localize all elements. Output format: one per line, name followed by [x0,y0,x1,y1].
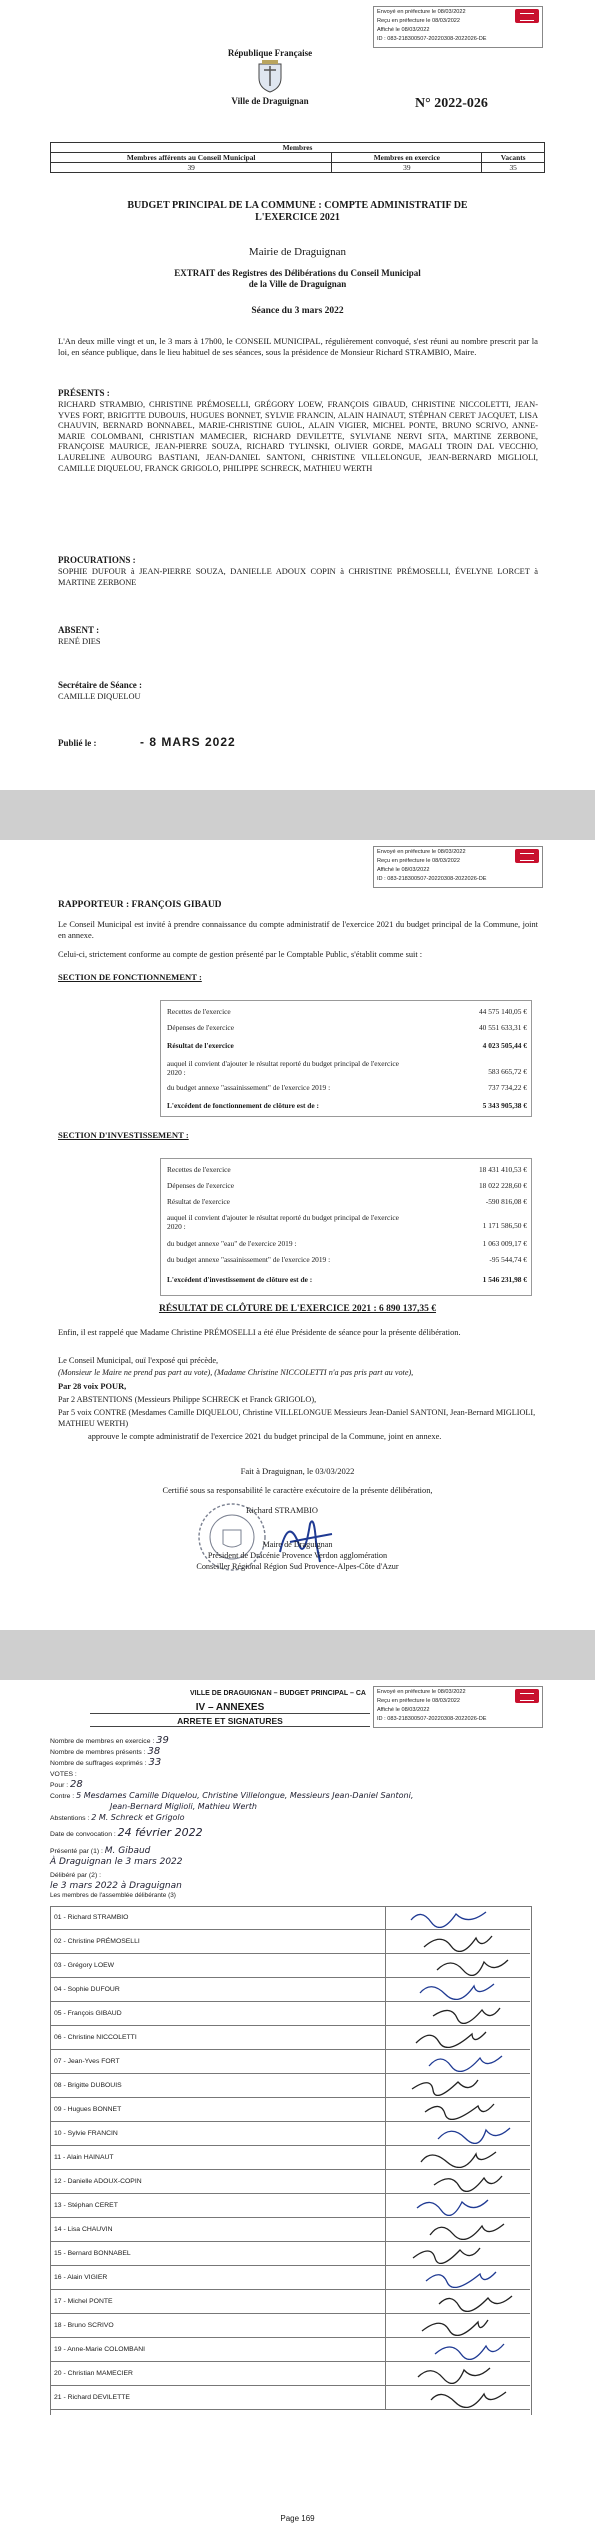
vote-abstentions: Par 2 ABSTENTIONS (Messieurs Philippe SCHRECK et Franck GRIGOLO), [58,1395,317,1404]
stamp-line: ID : 083-218300507-20220308-2022026-DE [377,1716,487,1722]
presente-line [50,1846,530,1857]
handwritten-signature-icon [407,2074,497,2096]
member-name: 11 - Alain HAINAUT [54,2154,114,2161]
member-name: 18 - Bruno SCRIVO [54,2322,114,2329]
member-name: 06 - Christine NICCOLETTI [54,2034,137,2041]
non-voting-line: (Monsieur le Maire ne prend pas part au vote), (Madame Christine NICCOLETTI n'a pas pris part au vote), [58,1368,414,1377]
signature-row [50,1954,530,1978]
members-col-votants: Vacants [482,153,545,163]
fin-label: du budget annexe "assainissement" de l'exercice 2019 : [167,1083,331,1092]
signature-cell [385,1978,531,2001]
member-name: 15 - Bernard BONNABEL [54,2250,131,2257]
member-name: 17 - Michel PONTE [54,2298,113,2305]
count-label: VOTES : [50,1771,77,1778]
vote-pour: Par 28 voix POUR, [58,1382,127,1391]
count-label: Nombre de membres en exercice : [50,1738,155,1745]
fin-label: Dépenses de l'exercice [167,1181,234,1190]
count-line [50,1769,530,1780]
member-name: 01 - Richard STRAMBIO [54,1914,129,1921]
signature-cell [385,2074,531,2097]
count-line [50,1736,530,1747]
handwritten-value: 28 [70,1779,83,1790]
signature-row [50,2050,530,2074]
arrete-title: ARRETE ET SIGNATURES [90,1716,370,1727]
secretaire-name: CAMILLE DIQUELOU [58,692,141,701]
presents-list: RICHARD STRAMBIO, CHRISTINE PRÉMOSELLI, GRÉGORY LOEW, FRANÇOIS GIBAUD, CHRISTINE NICCOLETTI, JEAN-YVES FORT, BRIGITTE DUBOUIS, HUGUES BONNET, SYLVIE FRANCIN, ALAIN HAINAUT, STÉPHAN CERET JACQUET, LISA CHAUVIN, BERNARD BONNABEL, MARIE-CHRISTINE GUIOL, ALAIN VIGIER, MICHEL PONTE, BRUNO SCRIVO, ANNE-MARIE COLOMBANI, CHRISTIAN MAMECIER, RICHARD DEVILETTE, SYLVIANE NERVI SITA, MARTINE ZERBONE, FRANÇOISE MAURICE, JEAN-PIERRE SOUZA, RICHARD TYLINSKI, OLIVIER GORDE, MAGALI TROIN DAL VECCHIO, LAURELINE AUBOURG BASTIANI, JEAN-DANIEL SANTONI, CHRISTINE VILLELONGUE, JEAN-BERNARD MIGLIOLI, CAMILLE DIQUELOU, FRANCK GRIGOLO, PHILIPPE SCHRECK, MATHIEU WERTH [58,400,538,473]
handwritten-signature-icon [434,2290,524,2312]
fin-value: -95 544,74 € [489,1255,527,1264]
signature-row [50,2386,530,2410]
fin-value: 583 665,72 € [488,1067,527,1076]
signature-row [50,2098,530,2122]
stamp-line: Affiché le 08/03/2022 [377,867,430,873]
handwritten-value: Jean-Bernard Miglioli, Mathieu Werth [110,1802,257,1811]
member-name: 21 - Richard DEVILETTE [54,2394,130,2401]
handwritten-signature-icon [430,2338,520,2360]
presente-label: Présenté par (1) : [50,1848,103,1855]
publie-stamp-date: - 8 MARS 2022 [140,735,236,749]
marianne-logo-icon [515,849,539,863]
extrait-heading: EXTRAIT des Registres des Délibérations du Conseil Municipal de la Ville de Draguignan [174,268,421,289]
fin-label: L'excédent de fonctionnement de clôture est de : [167,1101,319,1110]
count-line [50,1802,530,1813]
fin-label: du budget annexe "eau" de l'exercice 2019 : [167,1239,297,1248]
section-investissement-heading: SECTION D'INVESTISSEMENT : [58,1130,189,1140]
president-paragraph: Enfin, il est rappelé que Madame Christine PRÉMOSELLI a été élue Présidente de séance pour la présente délibération. [58,1328,461,1337]
count-label: Nombre de membres présents : [50,1749,146,1756]
member-name: 04 - Sophie DUFOUR [54,1986,120,1993]
count-label: Contre : [50,1793,75,1800]
expose-line: Le Conseil Municipal, ouï l'exposé qui précède, [58,1356,219,1365]
page-number: Page 169 [280,2514,315,2523]
member-name: 10 - Sylvie FRANCIN [54,2130,118,2137]
fin-label: auquel il convient d'ajouter le résultat reporté du budget principal de l'exercice 2020 : [167,1059,399,1077]
marianne-logo-icon [515,9,539,23]
signature-cell [385,1930,531,1953]
prefecture-stamp [373,846,543,888]
fait-line: Fait à Draguignan, le 03/03/2022 [240,1466,355,1476]
document-title: BUDGET PRINCIPAL DE LA COMMUNE : COMPTE ADMINISTRATIF DE L'EXERCICE 2021 [127,200,468,223]
fin-label: Résultat de l'exercice [167,1041,234,1050]
stamp-line: Envoyé en préfecture le 08/03/2022 [377,9,466,15]
member-name: 13 - Stéphan CERET [54,2202,118,2209]
handwritten-value: 2 M. Schreck et Grigolo [91,1813,185,1822]
section-fonctionnement-heading: SECTION DE FONCTIONNEMENT : [58,972,202,982]
signature-row [50,1906,530,1930]
prefecture-stamp [373,1686,543,1728]
signature-row [50,2266,530,2290]
signature-cell [385,2002,531,2025]
handwritten-signature-icon [406,1906,496,1928]
member-name: 09 - Hugues BONNET [54,2106,122,2113]
signature-row [50,2242,530,2266]
signature-row [50,2314,530,2338]
marianne-logo-icon [515,1689,539,1703]
signature-row [50,2338,530,2362]
annex-title: IV – ANNEXES [90,1702,370,1714]
stamp-line: ID : 083-218300507-20220308-2022026-DE [377,876,487,882]
handwritten-signature-icon [428,2002,518,2024]
publie-label: Publié le : [58,738,97,748]
signer-role-president: Président de Dracénie Provence Verdon agglomération [207,1551,388,1560]
signature-cell [385,2218,531,2241]
signature-cell [385,2050,531,2073]
signature-cell [385,2098,531,2121]
signature-row [50,2218,530,2242]
page-1 [0,0,595,790]
members-value-affected: 39 [51,163,332,173]
signature-cell [385,2026,531,2049]
signature-row [50,1978,530,2002]
vote-contre: Par 5 voix CONTRE (Mesdames Camille DIQUELOU, Christine VILLELONGUE Messieurs Jean-Daniel SANTONI, Jean-Bernard MIGLIOLI, MATHIEU WERTH) [58,1408,536,1428]
signature-row [50,1930,530,1954]
deliberation-number: N° 2022-026 [415,96,488,111]
handwritten-signature-icon [433,2122,523,2144]
signature-row [50,2074,530,2098]
signature-cell [385,2146,531,2169]
signature-cell [385,2170,531,2193]
fin-value: 1 171 586,50 € [482,1221,527,1230]
city-coat-of-arms-icon [256,60,284,94]
absent-label: ABSENT : [58,625,100,635]
signature-cell [385,2266,531,2289]
stamp-line: Reçu en préfecture le 08/03/2022 [377,1698,461,1704]
signature-cell [385,2242,531,2265]
member-name: 03 - Grégory LOEW [54,1962,115,1969]
stamp-line: ID : 083-218300507-20220308-2022026-DE [377,36,487,42]
count-label: Pour : [50,1782,69,1789]
signature-row [50,2146,530,2170]
members-col-affected: Membres afférents au Conseil Municipal [51,153,332,163]
stamp-line: Envoyé en préfecture le 08/03/2022 [377,849,466,855]
presents-label: PRÉSENTS : [58,388,110,398]
handwritten-signature-icon [412,2194,502,2216]
handwritten-signature-icon [419,1930,509,1952]
fin-value: 1 546 231,98 € [482,1275,527,1284]
signer-role-maire: Maire de Draguignan [262,1540,333,1549]
signature-row [50,2002,530,2026]
signature-cell [385,2122,531,2145]
republic-label: République Française [227,48,313,58]
intro-paragraph: L'An deux mille vingt et un, le 3 mars à 17h00, le CONSEIL MUNICIPAL, régulièrement convoqué, s'est réuni au nombre prescrit par la loi, en séance publique, dans le lieu habituel de ses séances, sous la présidence de Monsieur Richard STRAMBIO, Maire. [58,336,538,357]
members-header: Membres [51,143,545,153]
fin-label: du budget annexe "assainissement" de l'exercice 2019 : [167,1255,331,1264]
member-name: 02 - Christine PRÉMOSELLI [54,1938,140,1945]
signature-row [50,2290,530,2314]
members-table [50,142,545,173]
signature-row [50,2194,530,2218]
count-label: Nombre de suffrages exprimés : [50,1760,147,1767]
handwritten-signature-icon [416,2146,506,2168]
investissement-table [160,1158,532,1296]
signature-cell [385,2314,531,2337]
count-line [50,1780,530,1791]
secretaire-label: Secrétaire de Séance : [58,680,143,690]
fonctionnement-table [160,1000,532,1117]
fin-label: Recettes de l'exercice [167,1007,231,1016]
handwritten-value: 38 [147,1746,161,1757]
member-name: 08 - Brigitte DUBOUIS [54,2082,122,2089]
signature-cell [385,1906,531,1929]
handwritten-signature-icon [413,2362,503,2384]
closing-result: RÉSULTAT DE CLÔTURE DE L'EXERCICE 2021 : 6 890 137,35 € [158,1304,437,1314]
fin-value: 1 063 009,17 € [482,1239,527,1248]
signer-name: Richard STRAMBIO [246,1506,318,1515]
handwritten-value: 24 février 2022 [117,1826,203,1839]
prefecture-stamp [373,6,543,48]
handwritten-signature-icon [408,2242,498,2264]
handwritten-signature-icon [426,2386,516,2408]
stamp-line: Envoyé en préfecture le 08/03/2022 [377,1689,466,1695]
members-col-exercise: Membres en exercice [332,153,482,163]
handwritten-value: M. Gibaud [104,1846,151,1856]
handwritten-value: 5 Mesdames Camille Diquelou, Christine Villelongue, Messieurs Jean-Daniel Santoni, [76,1791,414,1800]
signature-row [50,2026,530,2050]
procurations-text: SOPHIE DUFOUR à JEAN-PIERRE SOUZA, DANIELLE ADOUX COPIN à CHRISTINE PRÉMOSELLI, ÉVELYNE LORCET à MARTINE ZERBONE [58,567,538,587]
members-note: Les membres de l'assemblée délibérante (3) [50,1892,176,1899]
member-name: 16 - Alain VIGIER [54,2274,108,2281]
handwritten-signature-icon [421,2266,511,2288]
fin-label: L'excédent d'investissement de clôture est de : [167,1275,313,1284]
handwritten-signature-icon [420,2098,510,2120]
fin-value: 4 023 505,44 € [482,1041,527,1050]
approval-line: approuve le compte administratif de l'exercice 2021 du budget principal de la Commune, joint en annexe. [88,1432,442,1441]
member-name: 07 - Jean-Yves FORT [54,2058,120,2065]
delibere-label: Délibéré par (2) : [50,1872,101,1879]
handwritten-signature-icon [424,2050,514,2072]
member-name: 12 - Danielle ADOUX-COPIN [54,2178,142,2185]
fin-value: -590 816,08 € [485,1197,527,1206]
signature-cell [385,2290,531,2313]
fin-label: auquel il convient d'ajouter le résultat reporté du budget principal de l'exercice 2020 : [167,1213,399,1231]
page-3 [0,1680,595,2536]
handwritten-signature-icon [415,1978,505,2000]
member-name: 14 - Lisa CHAUVIN [54,2226,113,2233]
intro-paragraph: Le Conseil Municipal est invité à prendre connaissance du compte administratif de l'exercice 2021 du budget principal de la Commune, joint en annexe. [58,920,538,940]
fin-value: 737 734,22 € [488,1083,527,1092]
fin-value: 18 431 410,53 € [478,1165,527,1174]
signer-role-conseiller: Conseiller Régional Région Sud Provence-Alpes-Côte d'Azur [196,1562,399,1571]
handwritten-place-date: le 3 mars 2022 à Draguignan [50,1881,182,1891]
member-name: 19 - Anne-Marie COLOMBANI [54,2346,146,2353]
count-line [50,1758,530,1769]
stamp-line: Affiché le 08/03/2022 [377,1707,430,1713]
handwritten-signature-icon [432,1954,522,1976]
fin-value: 18 022 228,60 € [478,1181,527,1190]
signature-row [50,2362,530,2386]
members-value-exercise: 39 [332,163,482,173]
count-line [50,1828,530,1840]
signature-cell [385,1954,531,1977]
fin-label: Dépenses de l'exercice [167,1023,234,1032]
handwritten-signature-icon [411,2026,501,2048]
signature-row [50,2122,530,2146]
signature-cell [385,2362,531,2385]
members-value-votants: 35 [482,163,545,173]
count-line [50,1813,530,1824]
fin-value: 40 551 633,31 € [478,1023,527,1032]
conformity-paragraph: Celui-ci, strictement conforme au compte de gestion présenté par le Comptable Public, s'établit comme suit : [58,950,423,959]
fin-label: Résultat de l'exercice [167,1197,230,1206]
member-name: 20 - Christian MAMECIER [54,2370,133,2377]
annex-header: VILLE DE DRAGUIGNAN – BUDGET PRINCIPAL – CA [190,1690,366,1697]
page-2 [0,840,595,1630]
handwritten-value: 39 [156,1735,169,1746]
stamp-line: Reçu en préfecture le 08/03/2022 [377,858,461,864]
signature-cell [385,2194,531,2217]
signature-row [50,2170,530,2194]
absent-name: RENÉ DIES [58,637,101,646]
seance-date: Séance du 3 mars 2022 [251,306,344,316]
fin-label: Recettes de l'exercice [167,1165,231,1174]
rapporteur-label: RAPPORTEUR : FRANÇOIS GIBAUD [58,900,222,910]
count-label: Abstentions : [50,1815,90,1822]
stamp-line: Affiché le 08/03/2022 [377,27,430,33]
fin-value: 5 343 905,38 € [482,1101,527,1110]
member-name: 05 - François GIBAUD [54,2010,122,2017]
certifie-line: Certifié sous sa responsabilité le caractère exécutoire de la présente délibération, [162,1486,433,1495]
handwritten-signature-icon [417,2314,507,2336]
fin-value: 44 575 140,05 € [478,1007,527,1016]
handwritten-value: 33 [148,1757,162,1768]
count-line [50,1791,530,1802]
count-label: Date de convocation : [50,1831,116,1838]
handwritten-signature-icon [425,2218,515,2240]
procurations-label: PROCURATIONS : [58,555,136,565]
mairie-label: Mairie de Draguignan [248,246,347,258]
count-line [50,1747,530,1758]
handwritten-place-date: À Draguignan le 3 mars 2022 [50,1857,183,1867]
signature-cell [385,2338,531,2361]
handwritten-signature-icon [429,2170,519,2192]
city-name: Ville de Draguignan [231,96,309,106]
signature-cell [385,2386,531,2409]
stamp-line: Reçu en préfecture le 08/03/2022 [377,18,461,24]
